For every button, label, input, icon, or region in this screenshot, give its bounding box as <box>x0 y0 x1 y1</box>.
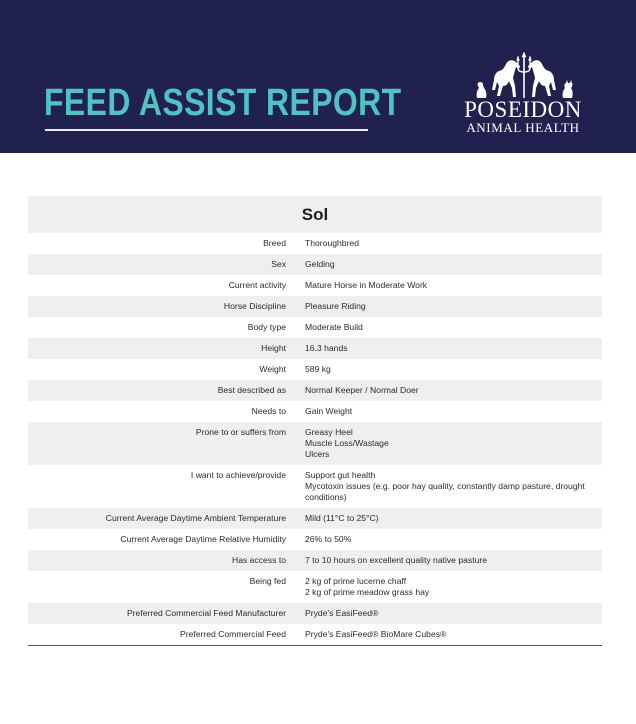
report-table <box>28 196 602 646</box>
logo-subtitle: ANIMAL HEALTH <box>466 120 580 135</box>
report-row <box>28 317 602 338</box>
logo-name: POSEIDON <box>464 97 582 122</box>
row-value <box>305 550 602 571</box>
row-label: Weight <box>259 364 286 374</box>
horses-trident-logo-icon <box>472 50 576 100</box>
row-label: Current Average Daytime Ambient Temperature <box>105 513 286 523</box>
row-value-line: Ulcers <box>305 449 330 459</box>
report-row <box>28 603 602 624</box>
row-label: Sex <box>271 259 286 269</box>
row-value <box>305 401 602 422</box>
company-logo <box>458 48 588 138</box>
row-label: Needs to <box>251 406 286 416</box>
row-value <box>305 233 602 254</box>
row-label: Prone to or suffers from <box>195 427 286 437</box>
row-value-line: Pleasure Riding <box>305 301 366 311</box>
report-row <box>28 508 602 529</box>
report-title: FEED ASSIST REPORT <box>44 82 402 124</box>
row-value-line: Gain Weight <box>305 406 353 416</box>
row-value-line: Gelding <box>305 259 335 269</box>
row-value-line: 2 kg of prime lucerne chaff <box>305 576 407 586</box>
row-label: Horse Discipline <box>223 301 286 311</box>
row-label: Body type <box>247 322 286 332</box>
report-row <box>28 233 602 254</box>
row-label: Preferred Commercial Feed <box>179 629 286 639</box>
report-row <box>28 380 602 401</box>
row-value-line: 7 to 10 hours on excellent quality native pasture <box>305 555 488 565</box>
row-label: Has access to <box>232 555 286 565</box>
row-value-line: Mature Horse in Moderate Work <box>305 280 428 290</box>
row-value <box>305 359 602 380</box>
row-label: Preferred Commercial Feed Manufacturer <box>126 608 286 618</box>
row-value <box>305 624 602 645</box>
row-value <box>305 422 602 465</box>
row-value-line: Pryde's EasiFeed® <box>305 608 379 618</box>
row-label: Being fed <box>249 576 286 586</box>
row-value <box>305 508 602 529</box>
row-value-line: 26% to 50% <box>305 534 352 544</box>
row-label: Best described as <box>217 385 286 395</box>
row-label: Current activity <box>228 280 286 290</box>
row-value-line: Muscle Loss/Wastage <box>305 438 389 448</box>
row-value <box>305 571 602 603</box>
horse-name: Sol <box>28 196 602 233</box>
row-value-line: 16.3 hands <box>305 343 348 353</box>
title-underline <box>45 129 368 131</box>
row-value <box>305 603 602 624</box>
row-value <box>305 529 602 550</box>
report-row <box>28 275 602 296</box>
report-row <box>28 550 602 571</box>
row-value <box>305 275 602 296</box>
row-value-line: 2 kg of prime meadow grass hay <box>305 587 430 597</box>
report-row <box>28 401 602 422</box>
row-value <box>305 338 602 359</box>
row-value-line: Thoroughbred <box>305 238 359 248</box>
report-row <box>28 624 602 645</box>
row-value <box>305 465 602 508</box>
row-value-line: Mild (11°C to 25°C) <box>305 513 379 523</box>
row-label: I want to achieve/provide <box>190 470 286 480</box>
report-row <box>28 359 602 380</box>
row-value-line: Pryde's EasiFeed® BioMare Cubes® <box>305 629 447 639</box>
row-value <box>305 317 602 338</box>
report-row <box>28 529 602 550</box>
row-value-line: Greasy Heel <box>305 427 353 437</box>
row-value <box>305 296 602 317</box>
report-row <box>28 465 602 508</box>
row-value <box>305 254 602 275</box>
report-row <box>28 571 602 603</box>
row-value-line: Moderate Build <box>305 322 363 332</box>
row-label: Breed <box>263 238 286 248</box>
report-row <box>28 338 602 359</box>
row-value-line: Support gut health <box>305 470 376 480</box>
report-row <box>28 296 602 317</box>
row-value-line: 589 kg <box>305 364 331 374</box>
row-value-line: Normal Keeper / Normal Doer <box>305 385 419 395</box>
row-label: Current Average Daytime Relative Humidity <box>120 534 286 544</box>
report-row <box>28 422 602 465</box>
row-label: Height <box>261 343 286 353</box>
row-value-line: Mycotoxin issues (e.g. poor hay quality, constantly damp pasture, drought conditions) <box>305 481 585 502</box>
report-rows <box>28 233 602 645</box>
report-header <box>0 0 636 153</box>
report-row <box>28 254 602 275</box>
row-value <box>305 380 602 401</box>
